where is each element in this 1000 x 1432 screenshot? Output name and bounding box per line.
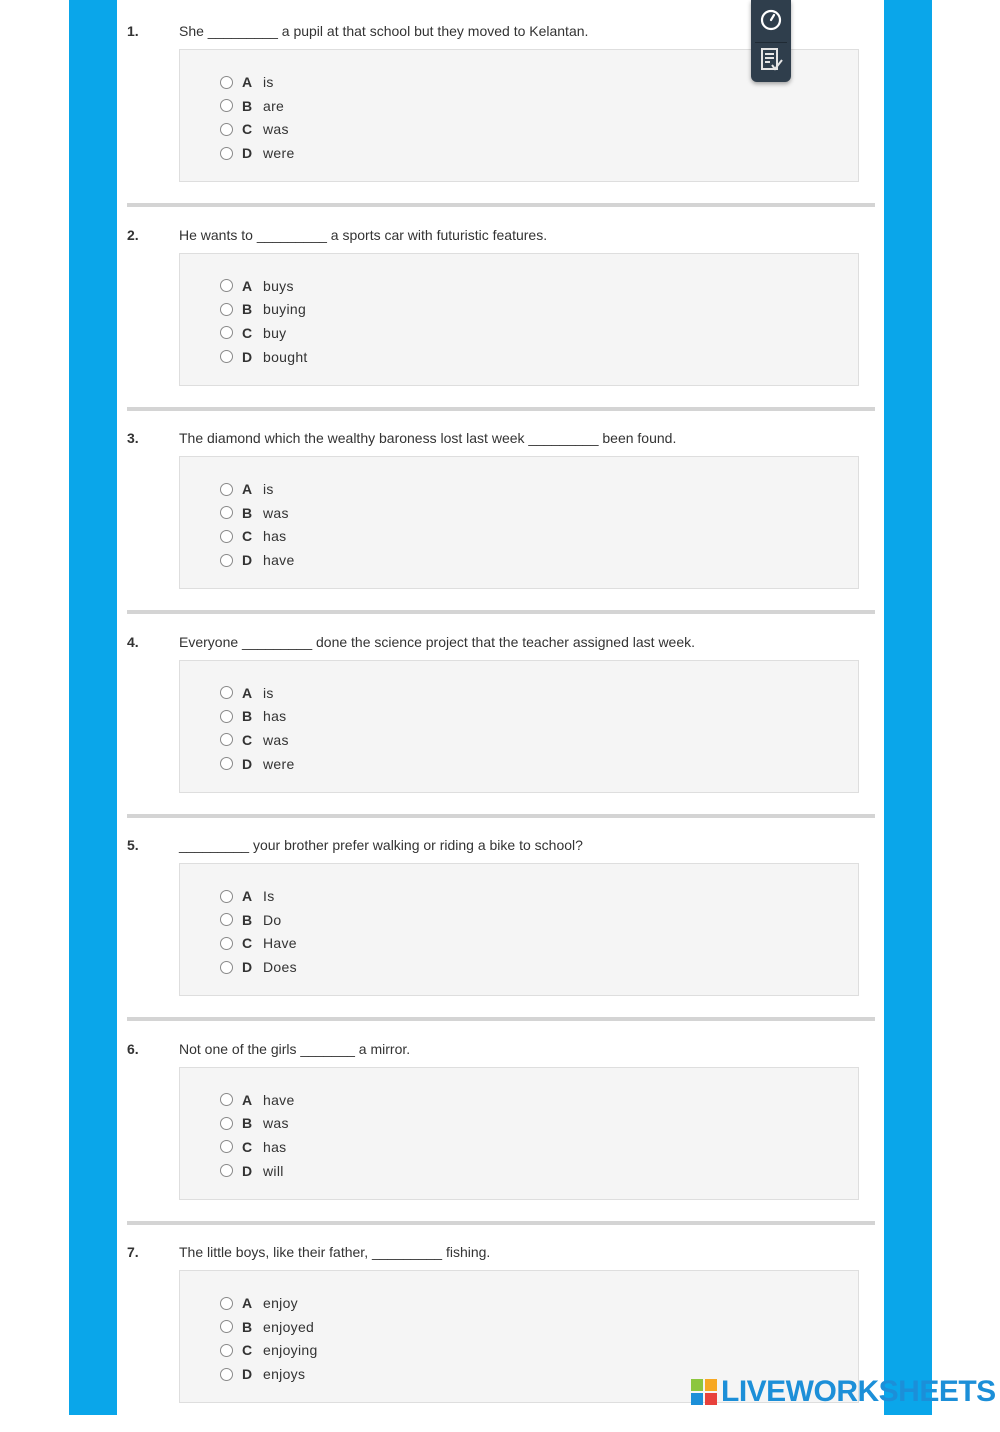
option-text: will [263,1162,284,1179]
question-3 [127,414,877,618]
radio-button[interactable] [220,1140,233,1153]
option-letter: A [242,1091,253,1108]
option-letter: D [242,552,253,569]
question-2 [127,211,877,415]
option-letter: B [242,1318,253,1335]
question-number: 6. [127,1040,139,1057]
option-c[interactable] [220,933,297,953]
option-d[interactable] [220,347,308,367]
option-letter: A [242,277,253,294]
option-text: enjoys [263,1366,306,1383]
radio-button[interactable] [220,1093,233,1106]
option-d[interactable] [220,1364,305,1384]
question-number: 1. [127,23,139,39]
option-letter: A [242,684,253,701]
question-text: She _________ a pupil at that school but they moved to Kelantan. [179,23,589,39]
question-number: 3. [127,430,139,446]
option-letter: C [242,731,253,748]
radio-button[interactable] [220,326,233,339]
option-c[interactable] [220,323,286,343]
option-letter: B [242,708,253,725]
right-border-bar [884,0,932,1415]
radio-button[interactable] [220,686,233,699]
radio-button[interactable] [220,1297,233,1310]
option-letter: A [242,888,253,904]
question-text: The diamond which the wealthy baroness lost last week _________ been found. [179,430,677,446]
option-letter: D [242,145,253,162]
question-number: 4. [127,633,139,650]
option-letter: C [242,1342,253,1359]
radio-button[interactable] [220,1344,233,1357]
option-d[interactable] [220,957,297,977]
option-b[interactable] [220,299,306,319]
options-box [179,456,859,589]
radio-button[interactable] [220,913,233,926]
question-divider [127,203,875,207]
option-text: was [263,731,289,748]
question-4 [127,618,877,822]
option-d[interactable] [220,754,295,774]
question-5 [127,821,877,1025]
radio-button[interactable] [220,303,233,316]
option-letter: A [242,1295,253,1311]
option-letter: C [242,121,253,138]
option-c[interactable] [220,1340,318,1360]
question-text: Not one of the girls _______ a mirror. [179,1040,411,1057]
options-box [179,1067,859,1200]
question-number: 7. [127,1244,139,1260]
option-letter: B [242,97,253,114]
question-number: 5. [127,837,139,853]
option-text: have [263,552,295,569]
radio-button[interactable] [220,961,233,974]
option-text: Does [263,959,297,976]
option-a[interactable] [220,1090,295,1110]
option-b[interactable] [220,96,284,116]
option-text: enjoy [263,1295,298,1311]
option-b[interactable] [220,503,289,523]
option-letter: D [242,1162,253,1179]
radio-button[interactable] [220,76,233,89]
option-text: Is [263,888,275,904]
option-text: have [263,1091,295,1108]
option-d[interactable] [220,550,295,570]
logo-grid-icon [690,1378,718,1406]
question-divider [127,1221,875,1225]
logo-text: LIVEWORKSHEETS [721,1375,996,1408]
option-d[interactable] [220,1161,284,1181]
option-c[interactable] [220,119,289,139]
radio-button[interactable] [220,279,233,292]
question-divider [127,1017,875,1021]
radio-button[interactable] [220,1164,233,1177]
option-letter: C [242,1138,253,1155]
option-c[interactable] [220,526,286,546]
question-text: _________ your brother prefer walking or riding a bike to school? [179,837,583,853]
option-text: bought [263,348,308,365]
option-text: buying [263,301,307,318]
option-text: is [263,481,274,497]
option-c[interactable] [220,730,289,750]
option-text: buy [263,324,287,341]
option-letter: B [242,1115,253,1132]
option-b[interactable] [220,1317,314,1337]
option-letter: D [242,348,253,365]
option-a[interactable] [220,479,274,499]
checklist-icon [755,43,787,77]
option-text: Have [263,935,297,952]
radio-button[interactable] [220,530,233,543]
radio-button[interactable] [220,1117,233,1130]
question-text: Everyone _________ done the science project that the teacher assigned last week. [179,633,696,650]
option-text: Do [263,911,282,928]
option-text: enjoyed [263,1318,315,1335]
option-a[interactable] [220,72,274,92]
options-box [179,863,859,996]
option-letter: D [242,755,253,772]
option-letter: A [242,481,253,497]
radio-button[interactable] [220,710,233,723]
option-letter: D [242,1366,253,1383]
options-box [179,660,859,793]
option-a[interactable] [220,886,275,906]
option-letter: B [242,911,253,928]
finish-button[interactable] [755,42,787,77]
radio-button[interactable] [220,890,233,903]
radio-button[interactable] [220,937,233,950]
left-border-bar [69,0,117,1415]
radio-button[interactable] [220,483,233,496]
question-6 [127,1025,877,1229]
option-text: was [263,121,289,138]
option-letter: A [242,74,253,90]
radio-button[interactable] [220,350,233,363]
floating-toolbar [751,0,791,82]
option-c[interactable] [220,1137,286,1157]
option-d[interactable] [220,143,295,163]
option-b[interactable] [220,1113,289,1133]
option-a[interactable] [220,276,294,296]
option-text: has [263,708,287,725]
option-text: were [263,755,295,772]
option-letter: D [242,959,253,976]
question-divider [127,407,875,411]
radio-button[interactable] [220,1368,233,1381]
option-b[interactable] [220,706,286,726]
option-text: is [263,684,274,701]
question-text: The little boys, like their father, _________ fishing. [179,1244,491,1260]
radio-button[interactable] [220,733,233,746]
option-text: are [263,97,285,114]
option-letter: C [242,935,253,952]
question-text: He wants to _________ a sports car with futuristic features. [179,226,548,243]
question-number: 2. [127,226,139,243]
radio-button[interactable] [220,1320,233,1333]
option-text: is [263,74,274,90]
question-divider [127,610,875,614]
radio-button[interactable] [220,147,233,160]
timer-button[interactable] [755,2,787,36]
radio-button[interactable] [220,99,233,112]
option-letter: C [242,528,253,545]
option-text: has [263,1138,287,1155]
option-letter: B [242,504,253,521]
radio-button[interactable] [220,123,233,136]
option-a[interactable] [220,1293,298,1313]
option-text: enjoying [263,1342,318,1359]
option-text: were [263,145,295,162]
timer-icon [755,2,787,36]
option-b[interactable] [220,910,282,930]
option-text: was [263,504,289,521]
options-box [179,253,859,386]
liveworksheets-logo [690,1374,996,1410]
option-text: has [263,528,287,545]
question-divider [127,814,875,818]
option-letter: C [242,324,253,341]
option-a[interactable] [220,683,274,703]
option-text: was [263,1115,289,1132]
option-letter: B [242,301,253,318]
option-text: buys [263,277,294,294]
radio-button[interactable] [220,554,233,567]
radio-button[interactable] [220,506,233,519]
radio-button[interactable] [220,757,233,770]
